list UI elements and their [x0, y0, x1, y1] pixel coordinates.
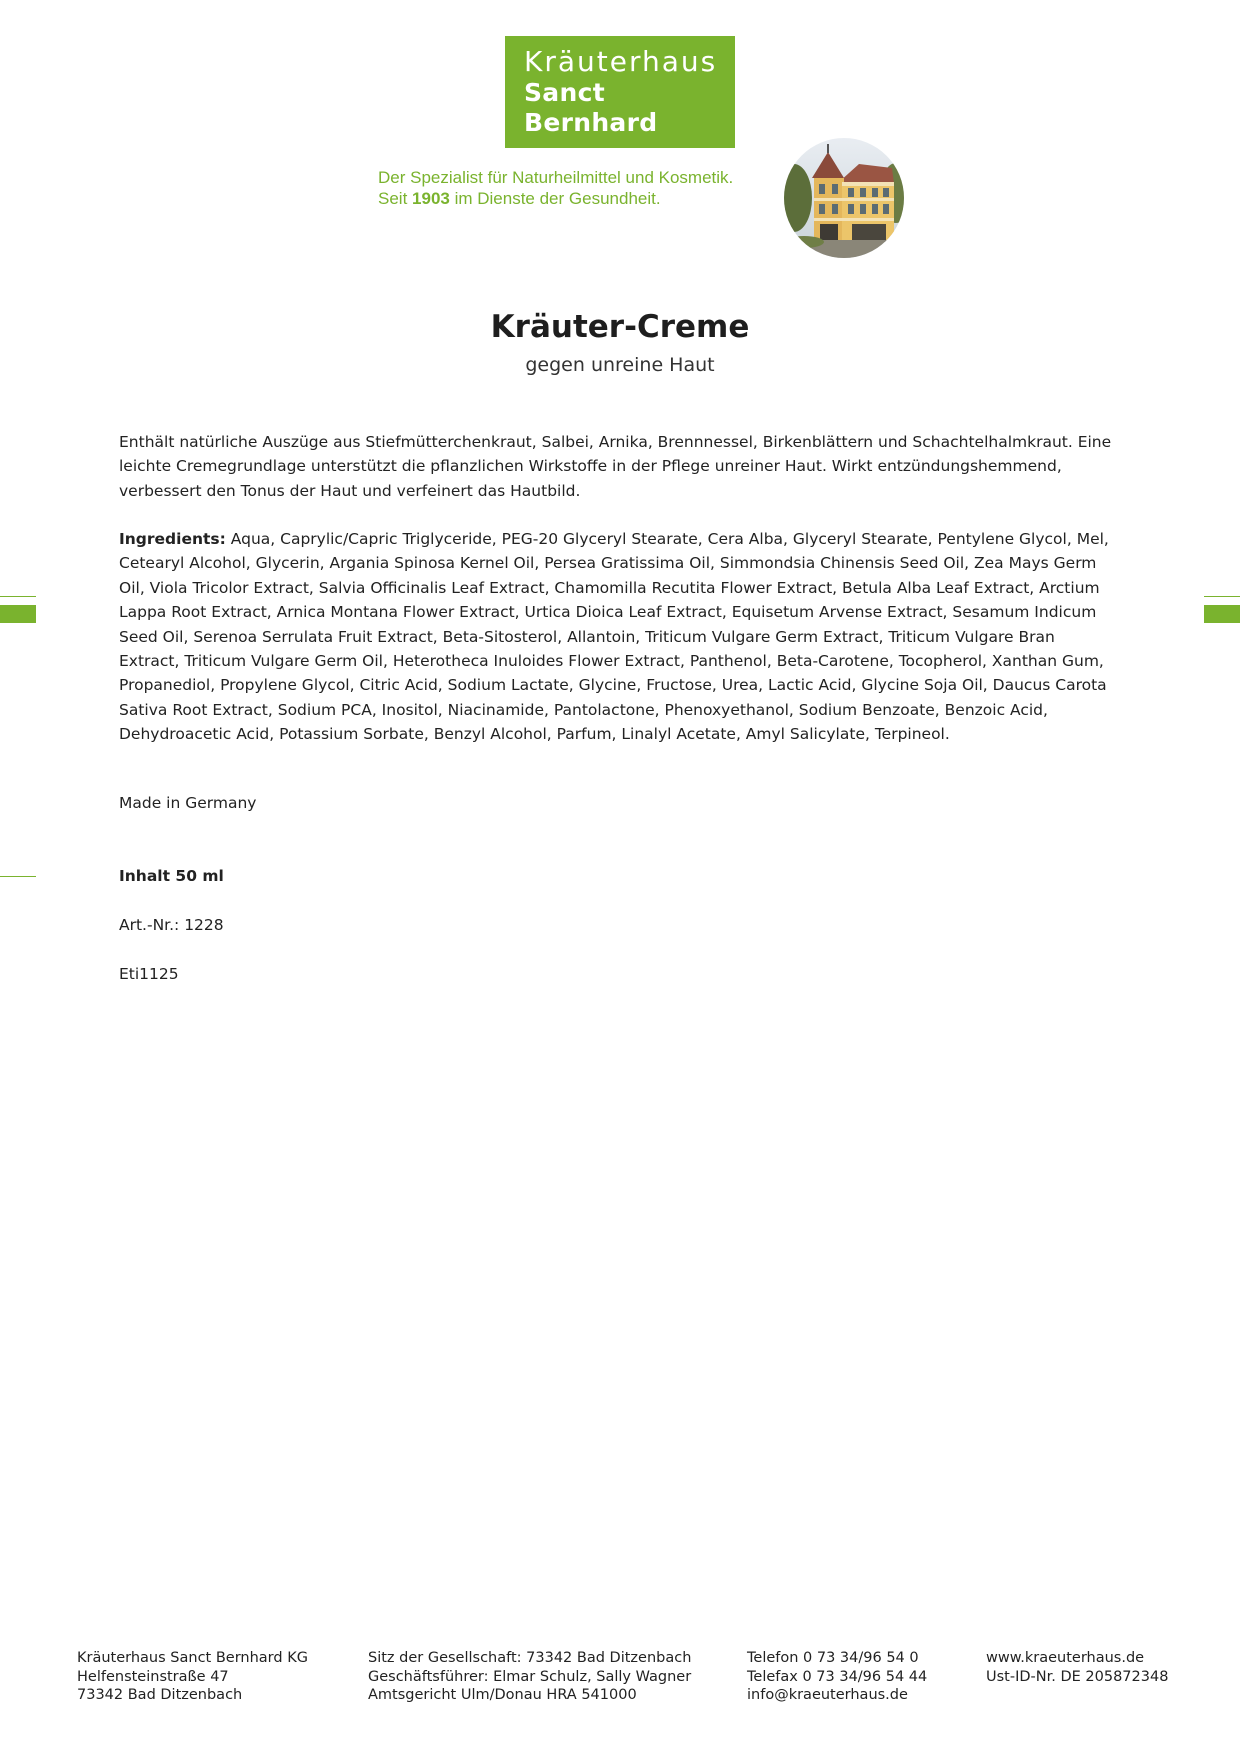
fold-mark-right-thin [1204, 596, 1240, 597]
tagline-year: 1903 [412, 189, 450, 208]
tagline-prefix: Seit [378, 189, 413, 208]
tagline-line2 [378, 188, 733, 209]
logo-line2: Sanct Bernhard [524, 78, 658, 137]
fold-mark-right [1204, 605, 1240, 623]
footer-phone: Telefon 0 73 34/96 54 0 [747, 1650, 919, 1666]
article-number: Art.-Nr.: 1228 [119, 916, 224, 934]
tagline-suffix: im Dienste der Gesundheit. [449, 189, 661, 208]
footer-vat-id: Ust-ID-Nr. DE 205872348 [986, 1668, 1169, 1685]
logo-line1: Kräuterhaus [524, 45, 718, 78]
product-description: Enthält natürliche Auszüge aus Stiefmütterchenkraut, Salbei, Arnika, Brennnessel, Birkenblättern und Schachtelhalmkraut. Eine leichte Cremegrundlage unterstützt die pflanzlichen Wirkstoffe in der Pflege unreiner Haut. Wirkt entzündungshemmend, verbessert den Tonus der Haut und verfeinert das Hautbild. [119, 433, 1112, 500]
fold-mark-left-lower [0, 876, 36, 877]
footer-line: Kräuterhaus Sanct Bernhard KG [77, 1650, 308, 1666]
tagline [378, 167, 733, 209]
product-title: Kräuter-Creme [490, 309, 750, 345]
product-subtitle: gegen unreine Haut [525, 354, 715, 376]
made-in: Made in Germany [119, 794, 257, 812]
fold-mark-left [0, 605, 36, 623]
footer-email-link[interactable]: info@kraeuterhaus.de [747, 1687, 908, 1703]
ingredients-list: Aqua, Caprylic/Capric Triglyceride, PEG-20 Glyceryl Stearate, Cera Alba, Glyceryl Stearate, Pentylene Glycol, Mel, Cetearyl Alcohol, Glycerin, Argania Spinosa Kernel Oil, Persea Gratissima Oil, Simmondsia Chinensis Seed Oil, Zea Mays Germ Oil, Viola Tricolor Extract, Salvia Officinalis Leaf Extract, Chamomilla Recutita Flower Extract, Betula Alba Leaf Extract, Arctium Lappa Root Extract, Arnica Montana Flower Extract, Urtica Dioica Leaf Extract, Equisetum Arvense Extract, Sesamum Indicum Seed Oil, Serenoa Serrulata Fruit Extract, Beta-Sitosterol, Allantoin, Triticum Vulgare Germ Extract, Triticum Vulgare Bran Extract, Triticum Vulgare Germ Oil, Heterotheca Inuloides Flower Extract, Panthenol, Beta-Carotene, Tocopherol, Xanthan Gum, Propanediol, Propylene Glycol, Citric Acid, Sodium Lactate, Glycine, Fructose, Urea, Lactic Acid, Glycine Soja Oil, Daucus Carota Sativa Root Extract, Sodium PCA, Inositol, Niacinamide, Pantolactone, Phenoxyethanol, Sodium Benzoate, Benzoic Acid, Dehydroacetic Acid, Potassium Sorbate, Benzyl Alcohol, Parfum, Linalyl Acetate, Amyl Salicylate, Terpineol. [119, 530, 1109, 744]
footer-line: Amtsgericht Ulm/Donau HRA 541000 [368, 1687, 637, 1703]
footer-contact [747, 1649, 927, 1705]
tagline-line1: Der Spezialist für Naturheilmittel und Kosmetik. [378, 168, 734, 187]
label-code: Eti1125 [119, 965, 179, 983]
footer-line: Geschäftsführer: Elmar Schulz, Sally Wagner [368, 1668, 692, 1685]
footer-website-link[interactable]: www.kraeuterhaus.de [986, 1650, 1145, 1666]
content-volume: Inhalt 50 ml [119, 867, 224, 885]
footer-line: Helfensteinstraße 47 [77, 1668, 229, 1685]
footer-company [77, 1649, 308, 1705]
footer-fax: Telefax 0 73 34/96 54 44 [747, 1668, 928, 1685]
fold-mark-left-thin [0, 596, 36, 597]
footer-line: 73342 Bad Ditzenbach [77, 1687, 243, 1703]
footer-web [986, 1649, 1168, 1686]
building-photo [784, 138, 904, 258]
footer-legal [368, 1649, 691, 1705]
brand-logo [505, 36, 735, 148]
footer-line: Sitz der Gesellschaft: 73342 Bad Ditzenbach [368, 1650, 692, 1666]
ingredients-label: Ingredients: [119, 530, 226, 548]
ingredients-paragraph [119, 527, 1119, 747]
